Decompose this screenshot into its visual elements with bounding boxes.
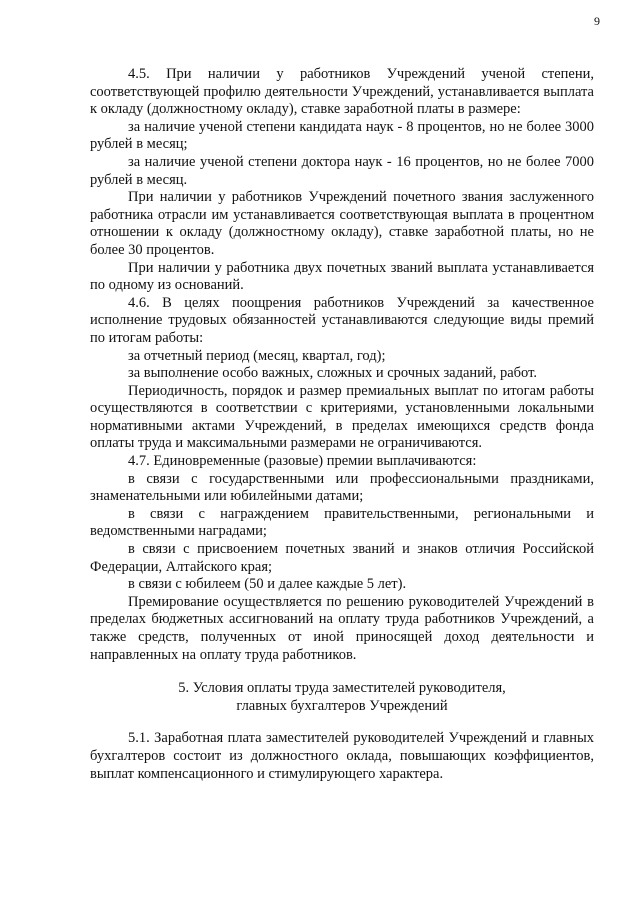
list-item: за наличие ученой степени кандидата наук - 8 процентов, но не более 3000 рублей в месяц; <box>90 118 594 153</box>
paragraph-5-1: 5.1. Заработная плата заместителей руководителей Учреждений и главных бухгалтеров состоит из должностного оклада, повышающих коэффициентов, выплат компенсационного и стимулирующего характера. <box>90 730 594 782</box>
section-heading-line1: 5. Условия оплаты труда заместителей руководителя, <box>178 680 506 697</box>
paragraph-honorary-title: При наличии у работников Учреждений почетного звания заслуженного работника отрасли им устанавливается соответствующая выплата в процентном отношении к окладу (должностному окладу), ставке заработной платы, но не более 30 процентов. <box>90 189 594 258</box>
list-item: в связи с государственными или профессиональными праздниками, знаменательными или юбилейными датами; <box>90 470 594 505</box>
paragraph-two-titles: При наличии у работника двух почетных званий выплата устанавливается по одному из оснований. <box>90 259 594 294</box>
list-item: в связи с юбилеем (50 и далее каждые 5 лет). <box>128 576 407 593</box>
list-item: в связи с присвоением почетных званий и знаков отличия Российской Федерации, Алтайского края; <box>90 541 594 575</box>
paragraph-4-7: 4.7. Единовременные (разовые) премии выплачиваются: <box>128 453 477 470</box>
list-item: за выполнение особо важных, сложных и срочных заданий, работ. <box>128 365 537 382</box>
paragraph-4-5: 4.5. При наличии у работников Учреждений ученой степени, соответствующей профилю деятельности Учреждений, устанавливается выплата к окладу (должностному окладу), ставке заработной платы в размере: <box>90 66 594 118</box>
page-number: 9 <box>594 14 600 28</box>
paragraph-4-6: 4.6. В целях поощрения работников Учреждений за качественное исполнение трудовых обязанностей устанавливаются следующие виды премий по итогам работы: <box>90 294 594 346</box>
paragraph-periodicity: Периодичность, порядок и размер премиальных выплат по итогам работы осуществляются в соответствии с критериями, установленными локальными нормативными актами Учреждений, в пределах имеющихся средств фонда оплаты труда и максимальными размерами не ограничиваются. <box>90 382 594 452</box>
section-heading <box>90 680 594 715</box>
list-item: за отчетный период (месяц, квартал, год); <box>128 347 386 364</box>
document-body <box>90 66 594 783</box>
paragraph-bonus-funding: Премирование осуществляется по решению руководителей Учреждений в пределах бюджетных ассигнований на оплату труда работников Учреждений, а также средств, полученных от иной приносящей доход деятельности и направленных на оплату труда работников. <box>90 593 594 663</box>
list-item: за наличие ученой степени доктора наук - 16 процентов, но не более 7000 рублей в месяц. <box>90 153 594 188</box>
section-heading-line2: главных бухгалтеров Учреждений <box>236 697 448 714</box>
list-item: в связи с награждением правительственными, региональными и ведомственными наградами; <box>90 505 594 540</box>
